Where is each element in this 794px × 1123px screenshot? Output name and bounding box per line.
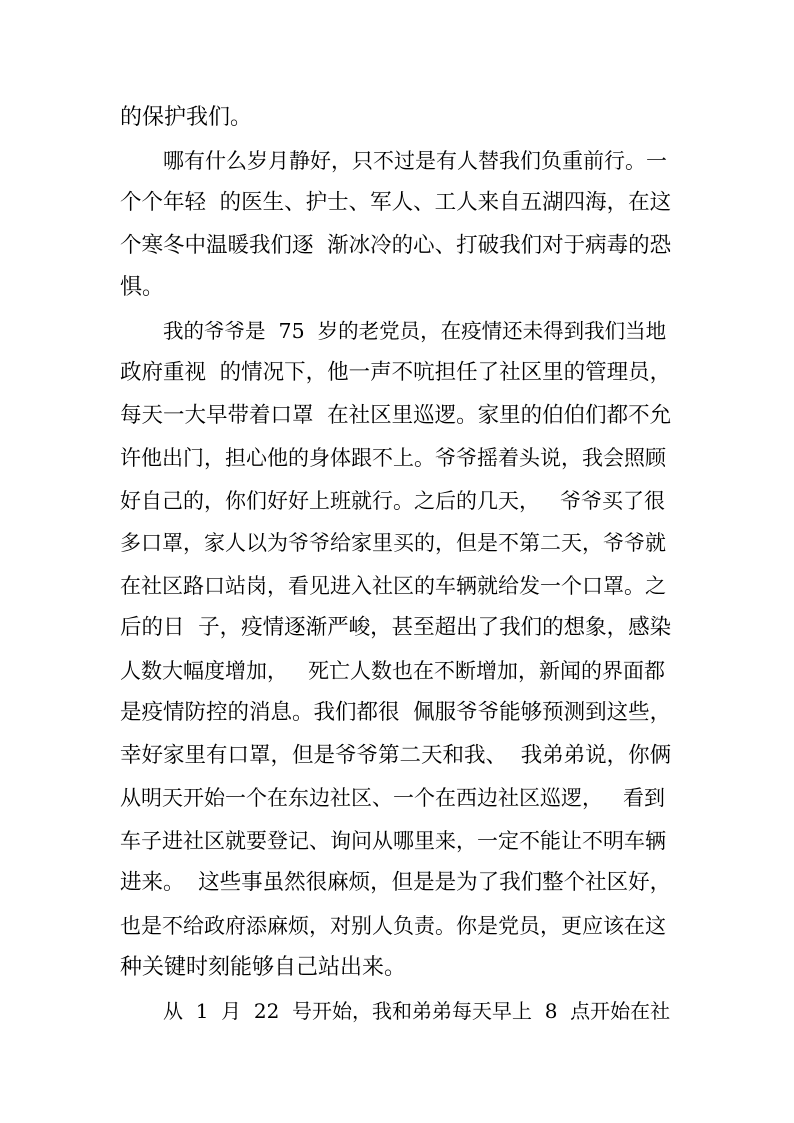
text-line: 个寒冬中温暖我们逐 渐冰冷的心、打破我们对于病毒的恐 [120,233,672,258]
text-line: 政府重视 的情况下，他一声不吭担任了社区里的管理员， [120,360,672,385]
text-line: 我的爷爷是 75 岁的老党员，在疫情还未得到我们当地 [163,319,667,343]
text-line: 幸好家里有口罩，但是爷爷第二天和我、 我弟弟说，你俩 [120,743,672,768]
text-line: 哪有什么岁月静好，只不过是有人替我们负重前行。一 [163,149,667,173]
text-line: 惧。 [120,275,165,300]
text-line: 是疫情防控的消息。我们都很 佩服爷爷能够预测到这些， [120,700,672,725]
text-line: 进来。 这些事虽然很麻烦，但是是为了我们整个社区好， [120,870,672,895]
text-line: 在社区路口站岗，看见进入社区的车辆就给发一个口罩。之 [120,574,666,598]
text-line: 也是不给政府添麻烦，对别人负责。你是党员，更应该在这 [120,914,666,938]
text-line: 人数大幅度增加， 死亡人数也在不断增加，新闻的界面都 [120,659,666,683]
text-line: 许他出门，担心他的身体跟不上。爷爷摇着头说，我会照顾 [120,446,666,470]
text-line: 的保护我们。 [120,105,253,130]
text-line: 从 1 月 22 号开始，我和弟弟每天早上 8 点开始在社 [163,999,671,1023]
text-line: 车子进社区就要登记、询问从哪里来，一定不能让不明车辆 [120,829,666,853]
text-line: 种关键时刻能够自己站出来。 [120,955,407,980]
text-line: 每天一大早带着口罩 在社区里巡逻。家里的伯伯们都不允 [120,403,672,428]
text-line: 多口罩，家人以为爷爷给家里买的，但是不第二天，爷爷就 [120,531,666,555]
text-line: 好自己的，你们好好上班就行。之后的几天， 爷爷买了很 [120,489,666,513]
text-line: 个个年轻 的医生、护士、军人、工人来自五湖四海，在这 [120,190,672,215]
text-line: 后的日 子，疫情逐渐严峻，甚至超出了我们的想象，感染 [120,615,672,640]
text-line: 从明天开始一个在东边社区、一个在西边社区巡逻， 看到 [120,786,666,810]
